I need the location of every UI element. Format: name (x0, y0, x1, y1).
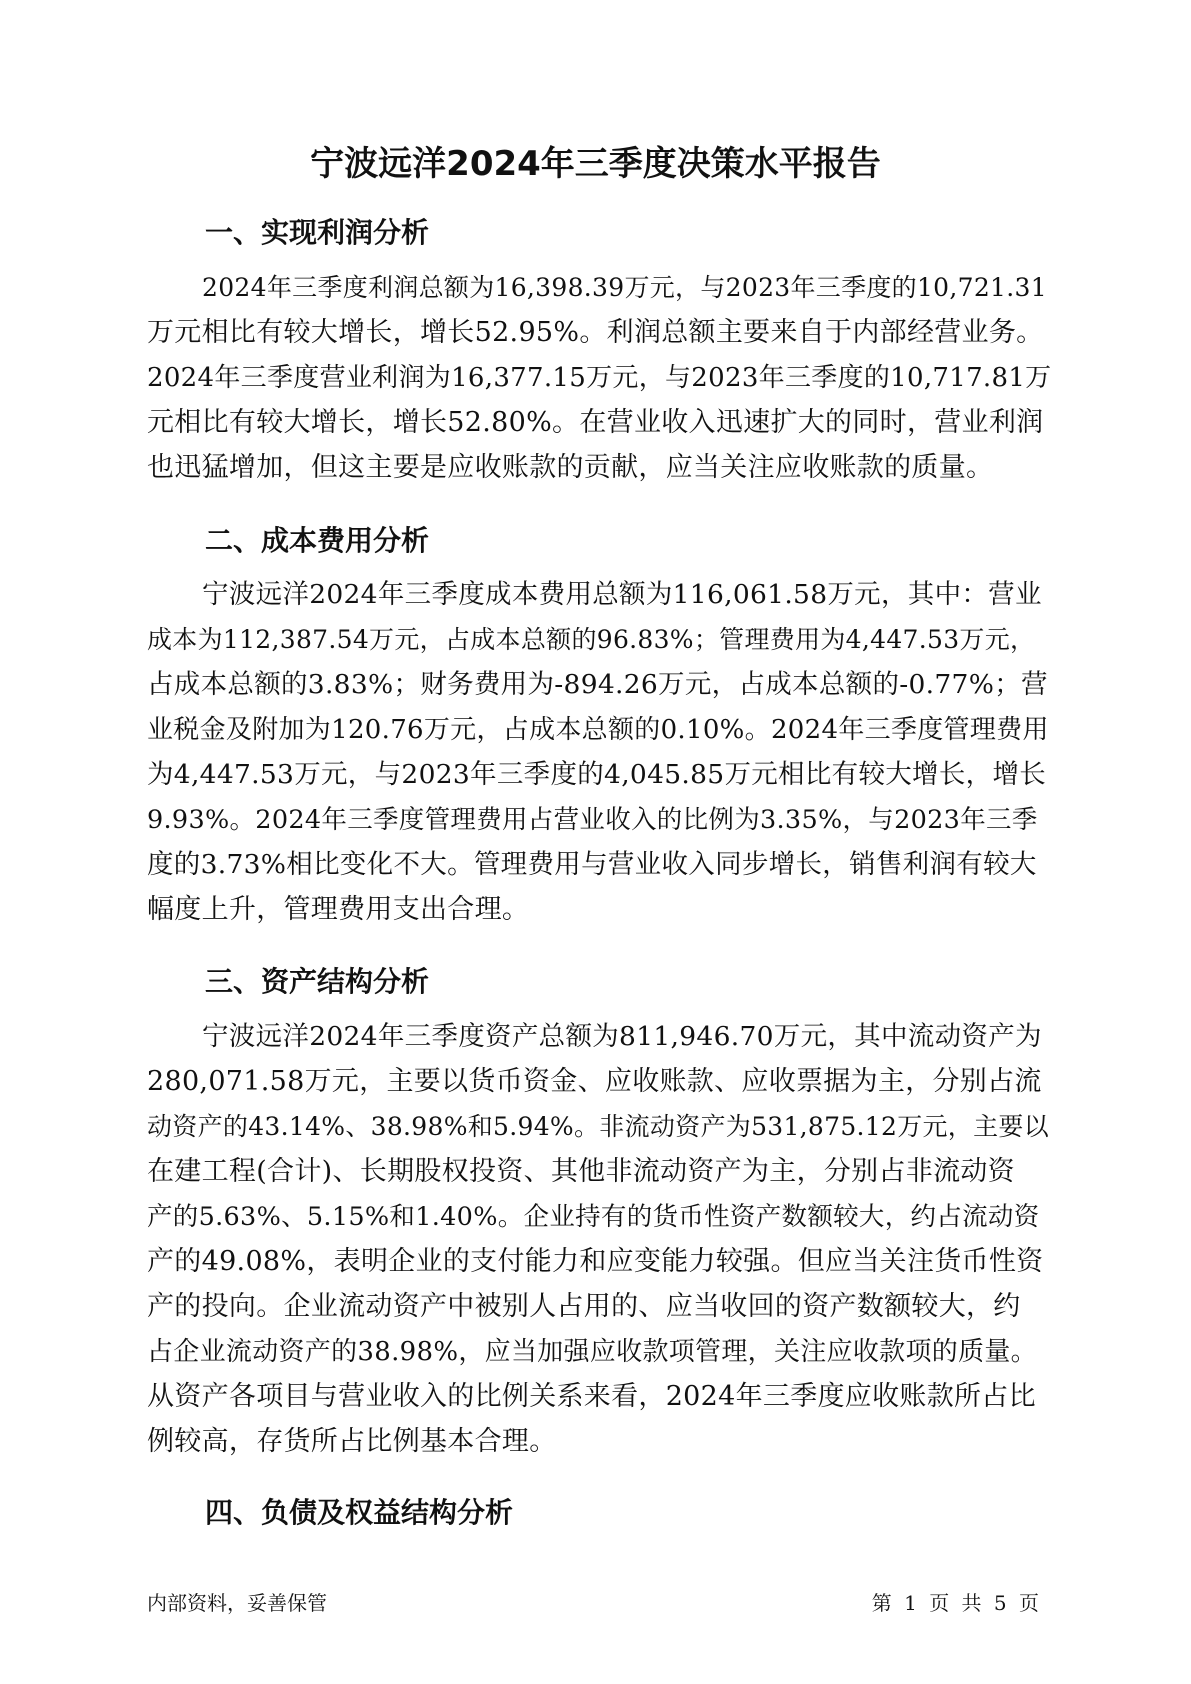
paragraph-line: 业税金及附加为120.76万元，占成本总额的0.10%。2024年三季度管理费用 (147, 715, 1049, 745)
paragraph-line: 幅度上升，管理费用支出合理。 (147, 894, 530, 925)
paragraph-line: 成本为112,387.54万元，占成本总额的96.83%；管理费用为4,447.53万元， (147, 625, 1036, 654)
section-heading-liabilities: 四、负债及权益结构分析 (205, 1496, 514, 1529)
section-heading-profit: 一、实现利润分析 (205, 216, 430, 249)
paragraph-line: 在建工程(合计)、长期股权投资、其他非流动资产为主，分别占非流动资 (147, 1156, 1015, 1187)
paragraph-line: 占成本总额的3.83%；财务费用为-894.26万元，占成本总额的-0.77%；营 (147, 669, 1048, 700)
paragraph-line: 宁波远洋2024年三季度成本费用总额为116,061.58万元，其中：营业 (202, 579, 1042, 610)
paragraph-line: 也迅猛增加，但这主要是应收账款的贡献，应当关注应收账款的质量。 (147, 452, 994, 483)
paragraph-line: 产的5.63%、5.15%和1.40%。企业持有的货币性资产数额较大，约占流动资 (147, 1202, 1040, 1232)
paragraph-line: 为4,447.53万元，与2023年三季度的4,045.85万元相比有较大增长，增长 (147, 759, 1047, 790)
paragraph-line: 从资产各项目与营业收入的比例关系来看，2024年三季度应收账款所占比 (147, 1381, 1036, 1412)
section-heading-assets: 三、资产结构分析 (205, 965, 430, 998)
paragraph-line: 例较高，存货所占比例基本合理。 (147, 1426, 557, 1457)
paragraph-line: 动资产的43.14%、38.98%和5.94%。非流动资产为531,875.12万元，主要以 (147, 1112, 1050, 1141)
document-title: 宁波远洋2024年三季度决策水平报告 (310, 144, 881, 184)
paragraph-line: 度的3.73%相比变化不大。管理费用与营业收入同步增长，销售利润有较大 (147, 849, 1037, 880)
paragraph-line: 万元相比有较大增长，增长52.95%。利润总额主要来自于内部经营业务。 (147, 317, 1044, 348)
paragraph-line: 元相比有较大增长，增长52.80%。在营业收入迅速扩大的同时，营业利润 (147, 407, 1044, 438)
paragraph-line: 2024年三季度营业利润为16,377.15万元，与2023年三季度的10,717.81万 (147, 363, 1052, 393)
footer-page-number: 第 1 页 共 5 页 (871, 1591, 1039, 1615)
paragraph-line: 产的投向。企业流动资产中被别人占用的、应当收回的资产数额较大，约 (147, 1291, 1021, 1322)
paragraph-line: 占企业流动资产的38.98%，应当加强应收款项管理，关注应收款项的质量。 (147, 1337, 1037, 1367)
paragraph-line: 2024年三季度利润总额为16,398.39万元，与2023年三季度的10,721.31 (202, 273, 1047, 302)
section-heading-cost: 二、成本费用分析 (205, 524, 430, 557)
footer-confidential-note: 内部资料，妥善保管 (147, 1591, 327, 1615)
paragraph-line: 产的49.08%，表明企业的支付能力和应变能力较强。但应当关注货币性资 (147, 1246, 1044, 1277)
paragraph-line: 9.93%。2024年三季度管理费用占营业收入的比例为3.35%，与2023年三季 (147, 805, 1038, 835)
paragraph-line: 280,071.58万元，主要以货币资金、应收账款、应收票据为主，分别占流 (147, 1066, 1042, 1097)
paragraph-line: 宁波远洋2024年三季度资产总额为811,946.70万元，其中流动资产为 (202, 1021, 1042, 1052)
